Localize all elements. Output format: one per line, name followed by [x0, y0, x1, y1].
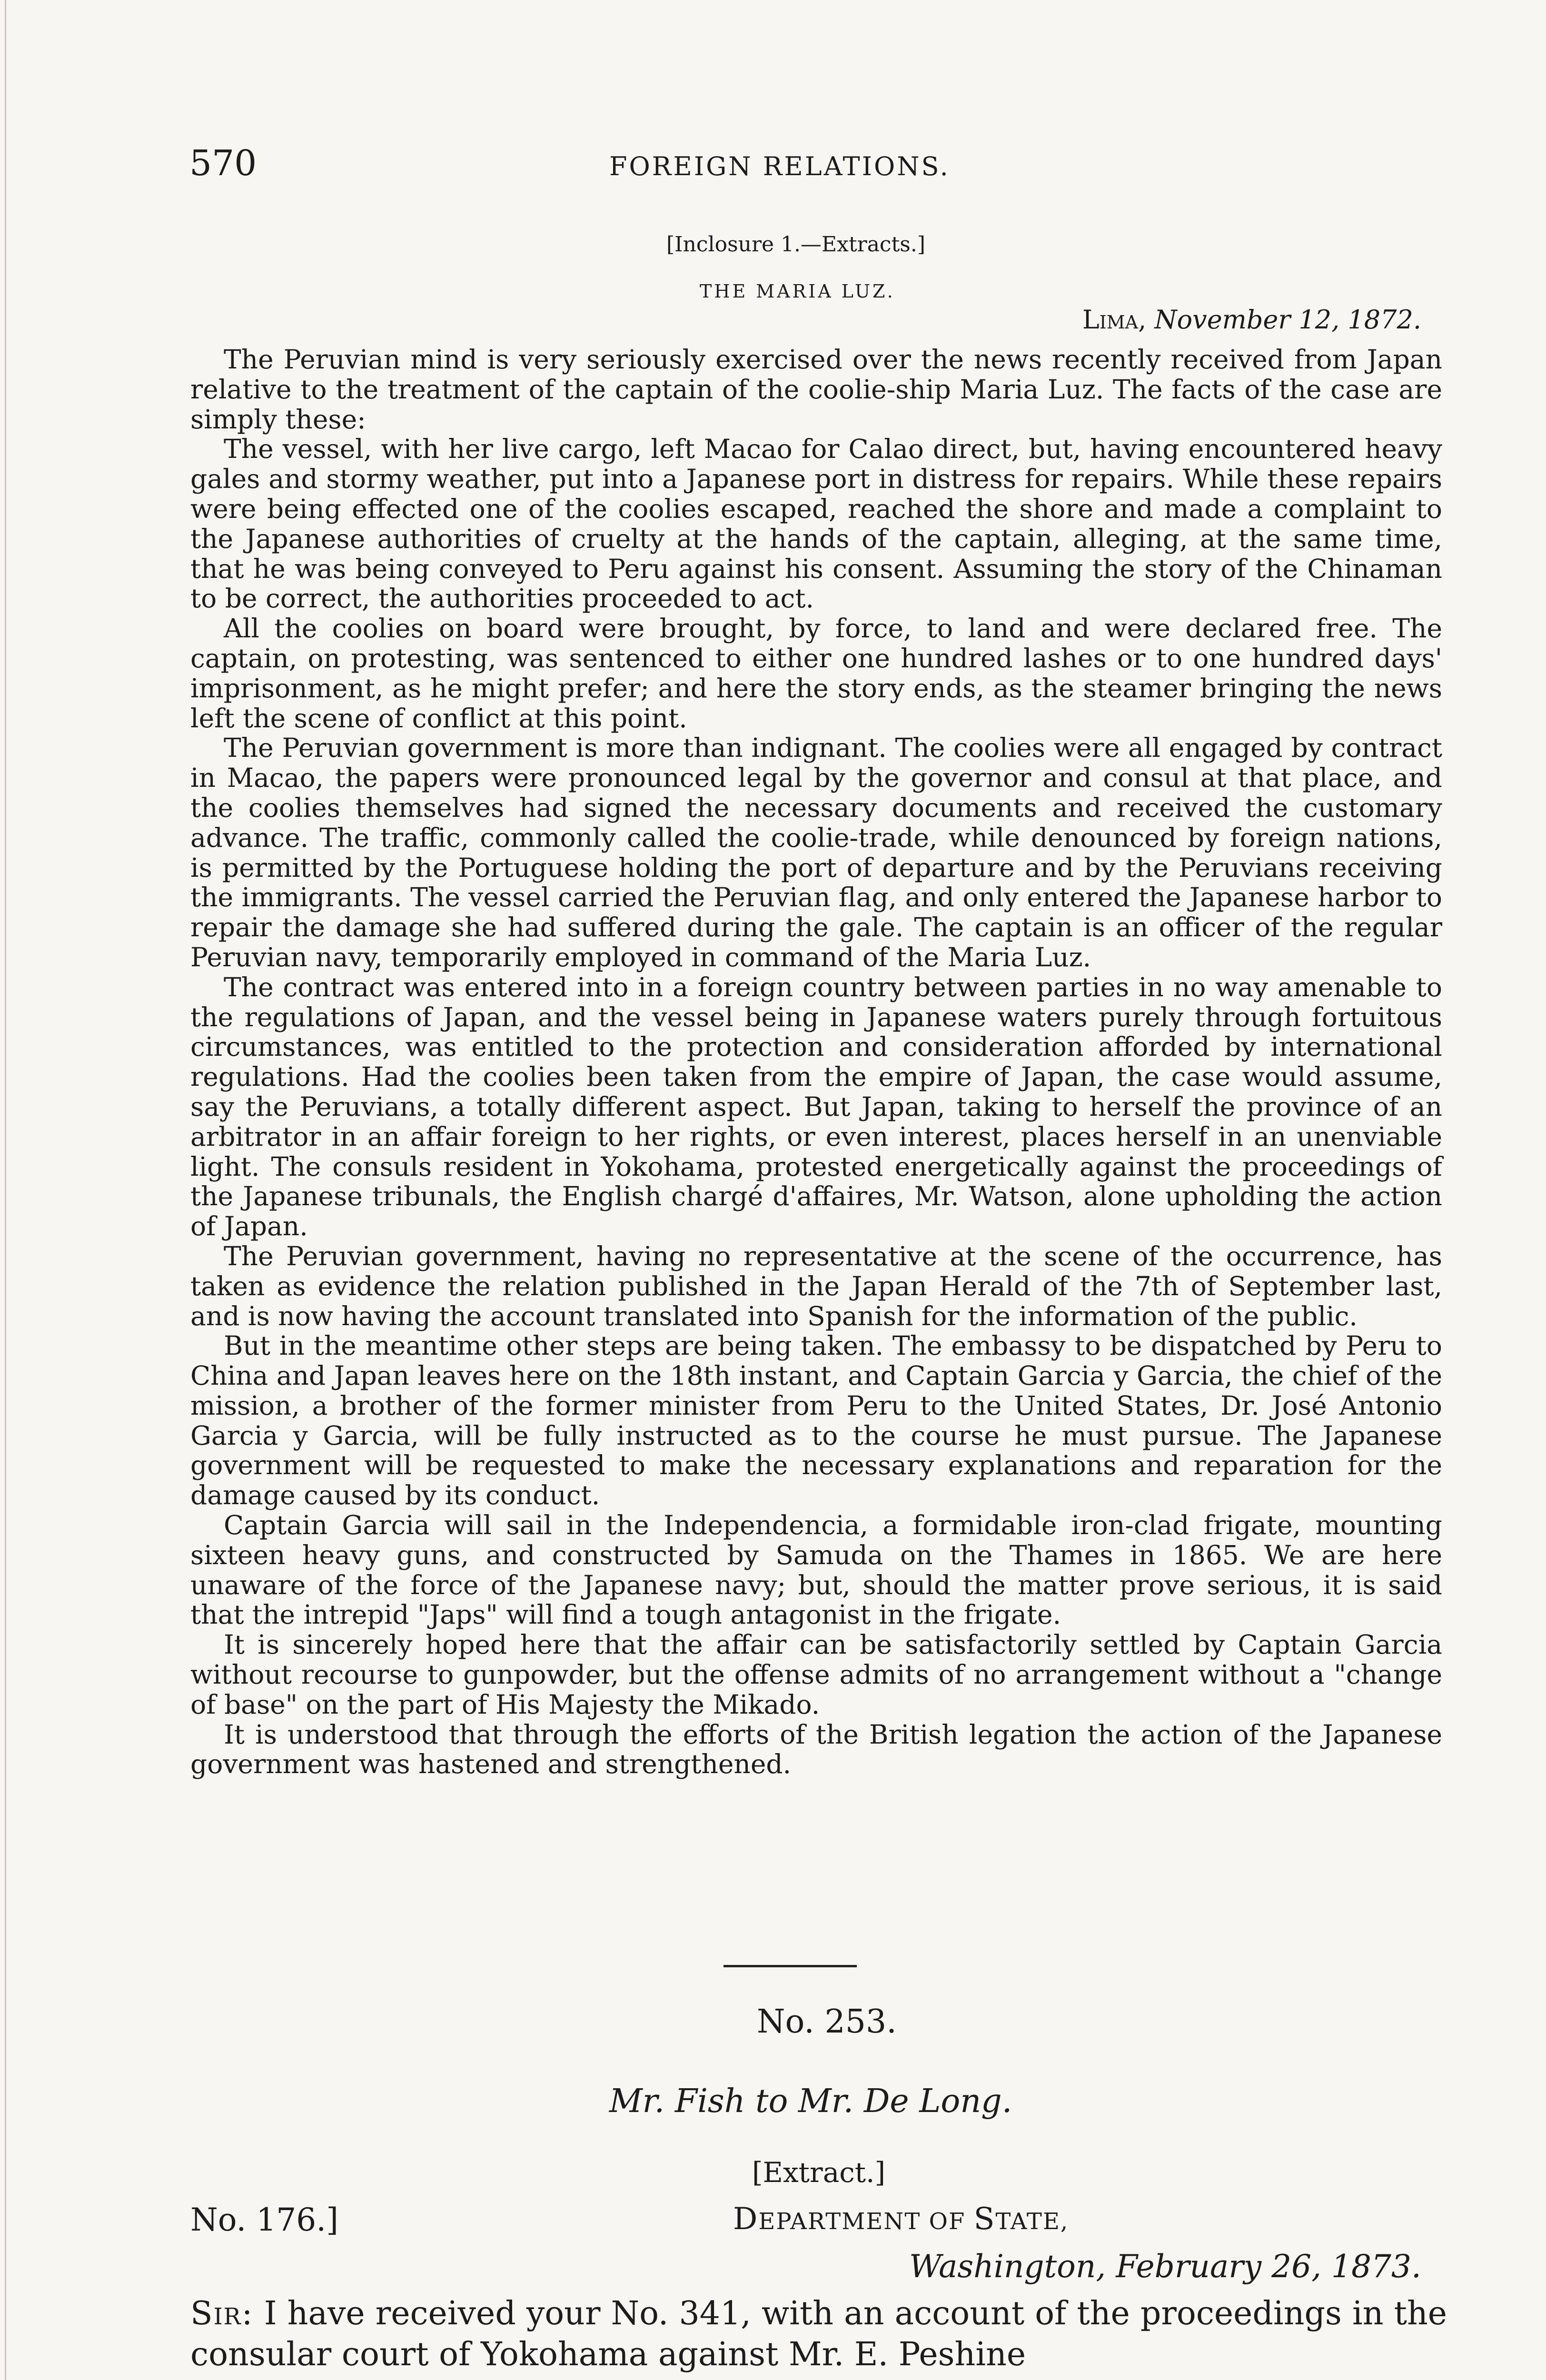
paragraph: The Peruvian mind is very seriously exercised over the news recently received from Japan relative to the treatment of the captain of the coolie-ship Maria Luz. The facts of the case are simply these:: [190, 344, 1442, 435]
paragraph: The Peruvian government, having no representative at the scene of the occurrence, has taken as evidence the relation published in the Japan Herald of the 7th of September last, and is now having the account translated into Spanish for the information of the public.: [190, 1240, 1442, 1331]
letter-text: I have received your No. 341, with an account of the proceedings in the consular court of Yokohama against Mr. E. Peshine: [190, 2295, 1447, 2373]
section-divider: [723, 1965, 857, 1967]
paragraph: But in the meantime other steps are being taken. The embassy to be dispatched by Peru to China and Japan leaves here on the 18th instant, and Captain Garcia y Garcia, the chief of the mission, a brother of the former minister from Peru to the United States, Dr. José Antonio Garcia y Garcia, will be fully instructed as to the course he must pursue. The Japanese government will be requested to make the necessary explanations and reparation for the damage caused by its conduct.: [190, 1330, 1442, 1511]
article-title: THE MARIA LUZ.: [700, 281, 895, 302]
letter-opening: [190, 2293, 1447, 2375]
letter-date: February 26, 1873.: [1116, 2248, 1421, 2285]
page-number: 570: [189, 143, 257, 184]
document-number: No. 253.: [757, 2003, 897, 2041]
inclosure-label: [Inclosure 1.—Extracts.]: [666, 232, 925, 257]
department-rest-2: TATE,: [995, 2208, 1069, 2235]
page-edge-shadow: [5, 0, 6, 2380]
department-rest: EPARTMENT OF: [758, 2208, 974, 2235]
article-dateline: [1082, 305, 1421, 335]
paragraph: All the coolies on board were brought, by force, to land and were declared free. The captain, on protesting, was sentenced to either one hundred lashes or to one hundred days' imprisonment, as he might prefer; and here the story ends, as the steamer bringing the news left the scene of conflict at this point.: [190, 613, 1442, 734]
salutation: Sir:: [190, 2295, 254, 2332]
paragraph: The vessel, with her live cargo, left Macao for Calao direct, but, having encountered heavy gales and stormy weather, put into a Japanese port in distress for repairs. While these repairs were being effected one of the coolies escaped, reached the shore and made a complaint to the Japanese authorities of cruelty at the hands of the captain, alleging, at the same time, that he was being conveyed to Peru against his consent. Assuming the story of the Chinaman to be correct, the authorities proceeded to act.: [190, 434, 1442, 614]
department-heading: [733, 2202, 1069, 2237]
letter-place: Washington,: [909, 2248, 1106, 2285]
paragraph: The contract was entered into in a foreign country between parties in no way amenable to the regulations of Japan, and the vessel being in Japanese waters purely through fortuitous circumstances, was entitled to the protection and consideration afforded by international regulations. Had the coolies been taken from the empire of Japan, the case would assume, say the Peruvians, a totally different aspect. But Japan, taking to herself the province of an arbitrator in an affair foreign to her rights, or even interest, places herself in an unenviable light. The consuls resident in Yokohama, protested energetically against the proceedings of the Japanese tribunals, the English chargé d'affaires, Mr. Watson, alone upholding the action of Japan.: [190, 972, 1442, 1242]
paragraph: Captain Garcia will sail in the Independencia, a formidable iron-clad frigate, mounting sixteen heavy guns, and constructed by Samuda on the Thames in 1865. We are here unaware of the force of the Japanese navy; but, should the matter prove serious, it is said that the intrepid "Japs" will find a tough antagonist in the frigate.: [190, 1510, 1442, 1630]
article-body: [190, 345, 1442, 1779]
dateline-place: Lima,: [1082, 305, 1147, 335]
paragraph: It is understood that through the efforts of the British legation the action of the Japanese government was hastened and strengthened.: [190, 1719, 1442, 1780]
paragraph: The Peruvian government is more than indignant. The coolies were all engaged by contract in Macao, the papers were pronounced legal by the governor and consul at that place, and the coolies themselves had signed the necessary documents and received the customary advance. The traffic, commonly called the coolie-trade, while denounced by foreign nations, is permitted by the Portuguese holding the port of departure and by the Peruvians receiving the immigrants. The vessel carried the Peruvian flag, and only entered the Japanese harbor to repair the damage she had suffered during the gale. The captain is an officer of the regular Peruvian navy, temporarily employed in command of the Maria Luz.: [190, 733, 1442, 972]
dateline-date: November 12, 1872.: [1154, 305, 1421, 335]
document-title: Mr. Fish to Mr. De Long.: [609, 2082, 1012, 2120]
department-initial-2: S: [973, 2202, 996, 2237]
paragraph: It is sincerely hoped here that the affair can be satisfactorily settled by Captain Garcia without recourse to gunpowder, but the offense admits of no arrangement without a "change of base" on the part of His Majesty the Mikado.: [190, 1629, 1442, 1720]
department-initial: D: [733, 2202, 759, 2237]
running-head: FOREIGN RELATIONS.: [609, 151, 950, 181]
letter-place-date: [909, 2248, 1421, 2285]
extract-label: [Extract.]: [752, 2156, 886, 2189]
dispatch-number: No. 176.]: [190, 2202, 338, 2238]
